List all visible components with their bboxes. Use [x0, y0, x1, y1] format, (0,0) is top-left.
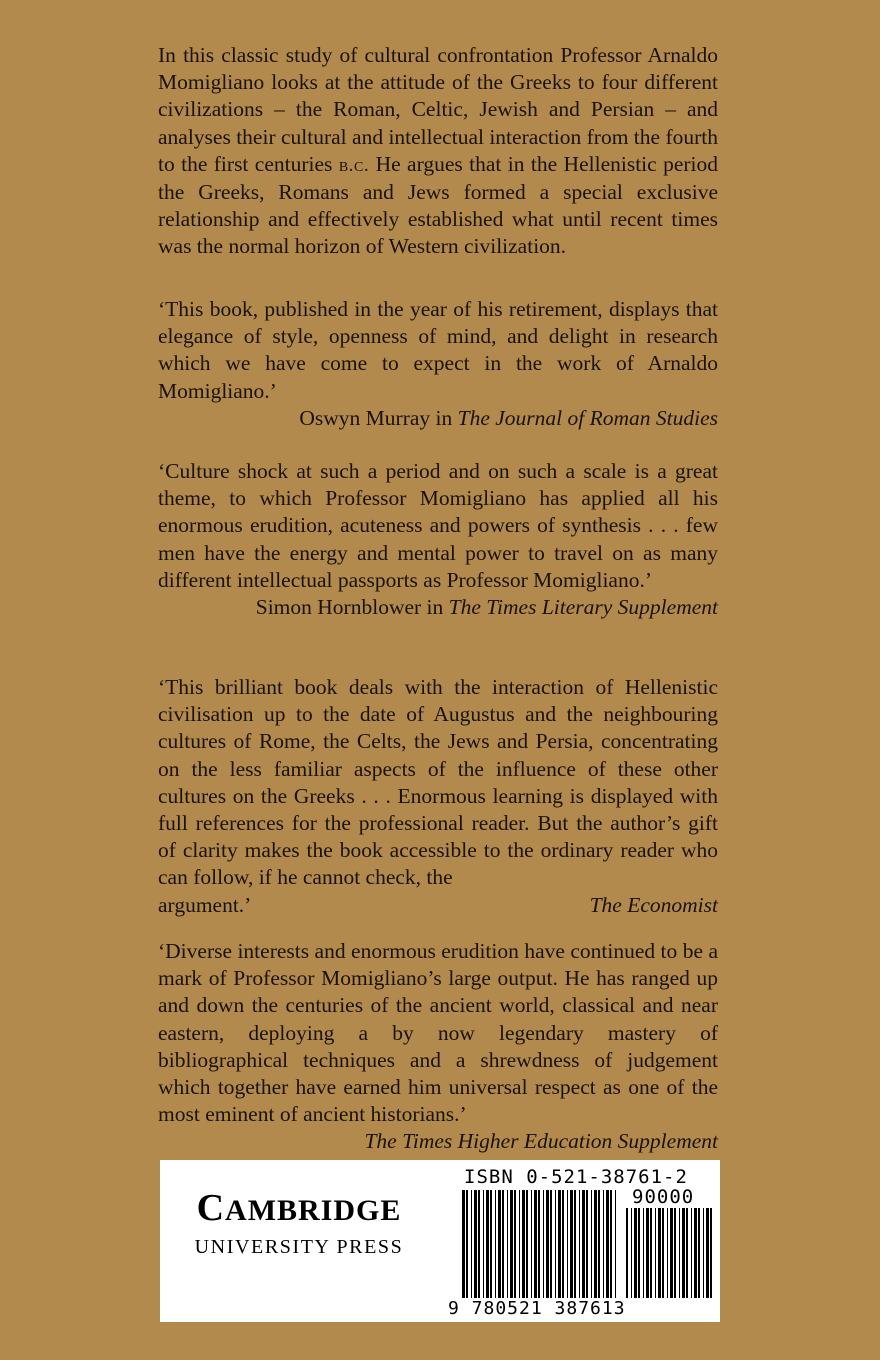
barcode-bar [483, 1190, 484, 1298]
barcode-bar [610, 1190, 612, 1298]
review-quote-4 [158, 938, 718, 1156]
barcode-bar [519, 1190, 520, 1298]
barcode-bar [626, 1208, 628, 1298]
barcode-bar [555, 1190, 556, 1298]
barcode-bar [462, 1190, 465, 1298]
quote-final-line [158, 892, 718, 919]
review-quote-1 [158, 296, 718, 432]
barcode-bar [579, 1190, 580, 1298]
barcode-bar [710, 1208, 712, 1298]
barcode-bar [522, 1190, 525, 1298]
barcode-bar [562, 1190, 564, 1298]
barcode-bar [634, 1208, 637, 1298]
barcode-bar [526, 1190, 528, 1298]
barcode-bar [650, 1208, 652, 1298]
review-quote-2 [158, 458, 718, 621]
barcode-bar [502, 1190, 504, 1298]
barcode-bar [670, 1208, 673, 1298]
barcode-bar [550, 1190, 552, 1298]
barcode-bar [631, 1208, 632, 1298]
barcode-bar [679, 1208, 680, 1298]
blurb-paragraph: In this classic study of cultural confrontation Professor Arnaldo Momigliano looks at the attitude of the Greeks to four different civilizations – the Roman, Celtic, Jewish and Persian – and analyses their cultural and intellectual interaction from the fourth to the first centuries b.c. He argues that in the Hellenistic period the Greeks, Romans and Jews formed a special exclusive relationship and effectively established what until recent times was the normal horizon of Western civilization. [158, 43, 719, 259]
price-code: 90000 [632, 1186, 695, 1208]
barcode-bar [498, 1190, 501, 1298]
bc-abbreviation: b.c. [338, 154, 370, 176]
barcode-bar [658, 1208, 661, 1298]
publisher-barcode-panel [160, 1160, 720, 1322]
barcode-bar [570, 1190, 573, 1298]
barcode-bar [558, 1190, 561, 1298]
barcode-bar [667, 1208, 668, 1298]
barcode-bar [698, 1208, 700, 1298]
barcode-bar [703, 1208, 704, 1298]
barcode-bar [471, 1190, 472, 1298]
barcode-bar [594, 1190, 597, 1298]
publisher-subtitle: UNIVERSITY PRESS [194, 1236, 404, 1258]
quote-text: ‘This book, published in the year of his retirement, displays that elegance of style, openness of mind, and delight in research which we have come to expect in the work of Arnaldo Momigliano.’ [158, 297, 718, 403]
barcode-bar [478, 1190, 480, 1298]
ean-digits: 9 780521 387613 [448, 1298, 626, 1319]
barcode-bar [674, 1208, 676, 1298]
barcode-bar [486, 1190, 489, 1298]
barcode-bar [567, 1190, 568, 1298]
barcode-bar [534, 1190, 537, 1298]
isbn-number: ISBN 0-521-38761-2 [464, 1166, 688, 1188]
addon-barcode [626, 1208, 712, 1298]
barcode-bar [686, 1208, 688, 1298]
barcode-bar [490, 1190, 492, 1298]
barcode-bar [574, 1190, 576, 1298]
barcode-bar [606, 1190, 609, 1298]
barcode-bar [591, 1190, 592, 1298]
barcode-bar [538, 1190, 540, 1298]
barcode-bar [582, 1190, 585, 1298]
quote-last-word: argument.’ [158, 892, 252, 917]
barcode-bar [655, 1208, 656, 1298]
barcode-bar [507, 1190, 508, 1298]
barcode-bar [691, 1208, 692, 1298]
barcode-bar [474, 1190, 477, 1298]
ean-barcode [462, 1190, 618, 1298]
barcode-bar [615, 1190, 616, 1298]
barcode-bar [495, 1190, 496, 1298]
barcode-bar [531, 1190, 532, 1298]
review-quote-3 [158, 674, 718, 919]
quote-text: ‘Culture shock at such a period and on such a scale is a great theme, to which Professor Momigliano has applied all his enormous erudition, acuteness and powers of synthesis . . . few men have the energy and mental power to travel on as many different intellectual passports as Professor Momigliano.’ [158, 459, 718, 592]
quote-text: ‘This brilliant book deals with the interaction of Hellenistic civilisation up to the date of Augustus and the neighbouring cultures of Rome, the Celts, the Jews and Persia, concentrating on the less familiar aspects of the influence of these other cultures on the Greeks . . . Enormous learning is displayed with full references for the professional reader. But the author’s gift of clarity makes the book accessible to the ordinary reader who can follow, if he cannot check, the [158, 675, 718, 890]
barcode-bar [586, 1190, 588, 1298]
barcode-bar [510, 1190, 513, 1298]
publisher-logo [174, 1188, 424, 1259]
book-blurb [158, 42, 718, 261]
barcode-bar [682, 1208, 685, 1298]
barcode-bar [643, 1208, 644, 1298]
quote-attribution: The Economist [589, 892, 718, 917]
quote-attribution: Oswyn Murray in The Journal of Roman Studies [299, 405, 718, 430]
barcode-bar [638, 1208, 640, 1298]
quote-attribution: The Times Higher Education Supplement [364, 1129, 718, 1154]
barcode-bar [546, 1190, 549, 1298]
quote-attribution: Simon Hornblower in The Times Literary Supplement [255, 595, 718, 620]
barcode-bar [706, 1208, 709, 1298]
barcode-bar [662, 1208, 664, 1298]
barcode-bar [603, 1190, 604, 1298]
barcode-bar [543, 1190, 544, 1298]
publisher-name: CAMBRIDGE [196, 1187, 402, 1229]
barcode-bar [466, 1190, 468, 1298]
quote-text: ‘Diverse interests and enormous erudition have continued to be a mark of Professor Momigliano’s large output. He has ranged up and down the centuries of the ancient world, classical and near eastern, deploying a by now legendary mastery of bibliographical techniques and a shrewdness of judgement which together have earned him universal respect as one of the most eminent of ancient historians.’ [158, 939, 718, 1127]
barcode-bar [646, 1208, 649, 1298]
barcode-bar [514, 1190, 516, 1298]
barcode-bar [598, 1190, 600, 1298]
barcode-bar [694, 1208, 697, 1298]
